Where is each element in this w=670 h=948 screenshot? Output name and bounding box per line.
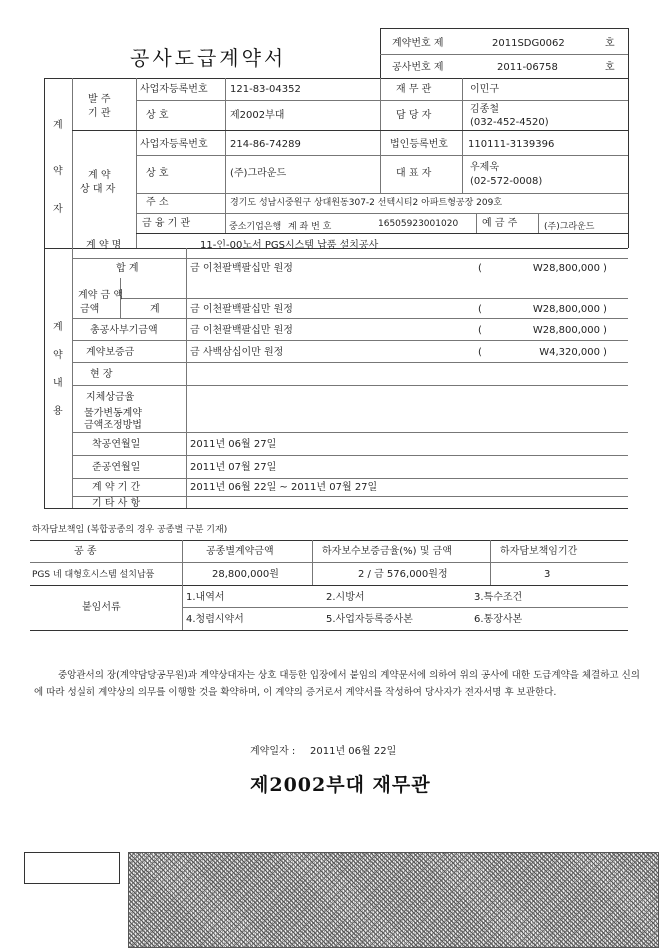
supplier-holder-label: 예 금 주 <box>482 218 518 229</box>
attachment-item-2: 2.시방서 <box>326 592 365 603</box>
contract-no-label: 계약번호 제 <box>392 38 444 49</box>
supplier-group-label-1: 계 약 <box>88 170 111 181</box>
side-contract-4: 용 <box>53 406 63 417</box>
contract-adjust-label-2: 금액조정방법 <box>84 420 142 431</box>
contract-no-divider <box>380 54 628 55</box>
side-contractor-1: 계 <box>53 120 63 131</box>
orderer-manager: 김종철 <box>470 104 499 115</box>
contract-period-label: 계 약 기 간 <box>92 482 141 493</box>
warranty-top <box>30 540 628 541</box>
supplier-bottom <box>136 233 628 234</box>
contract-period: 2011년 06월 22일 ~ 2011년 07월 27일 <box>190 482 378 493</box>
orderer-officer: 이민구 <box>470 84 499 95</box>
contract-date: 2011년 06월 22일 <box>310 746 397 757</box>
contract-finish: 2011년 07월 27일 <box>190 462 277 473</box>
warranty-row-period: 3 <box>544 569 551 580</box>
contract-total-amount: W28,800,000 <box>532 263 600 274</box>
orderer-group-label-1: 발 주 <box>88 94 111 105</box>
supplier-addr-label: 주 소 <box>146 197 169 208</box>
attachment-item-6: 6.통장사본 <box>474 614 523 625</box>
supplier-bank-label: 금 융 기 관 <box>142 218 191 229</box>
orderer-manager-phone: (032-452-4520) <box>470 117 549 128</box>
contract-row-1 <box>72 258 628 259</box>
contract-site-label: 현 장 <box>90 369 113 380</box>
contract-no-left-border <box>380 28 381 78</box>
party-col-sep-4 <box>380 78 381 193</box>
side-contractor-2: 약 <box>53 166 63 177</box>
contract-guarantee-label: 계약보증금 <box>86 347 135 358</box>
supplier-name-label: 상 호 <box>146 168 169 179</box>
supplier-biz-no: 214-86-74289 <box>230 139 301 150</box>
supplier-holder: (주)그라운드 <box>544 222 595 232</box>
orderer-bottom <box>72 130 628 131</box>
orderer-row-1 <box>136 100 628 101</box>
border-top-right <box>380 28 628 29</box>
attachment-item-3: 3.특수조건 <box>474 592 523 603</box>
contract-guarantee-open-paren: ( <box>478 347 482 358</box>
contract-col-sep <box>72 248 73 508</box>
supplier-addr: 경기도 성남시중원구 상대원동307-2 선텍시티2 아파트형공장 209호 <box>230 198 503 208</box>
bid-no-value: 2011-06758 <box>497 62 558 73</box>
contract-no-suffix: 호 <box>605 38 615 49</box>
contract-guarantee-text: 금 사백삼십이만 원정 <box>190 347 284 358</box>
contract-start: 2011년 06월 27일 <box>190 439 277 450</box>
attachment-item-4: 4.청렴시약서 <box>186 614 244 625</box>
contract-amount-label: 계 <box>150 304 160 315</box>
side-contractor-3: 자 <box>53 204 63 215</box>
contract-supply-close-paren: ) <box>603 325 607 336</box>
warranty-sep-1 <box>182 540 183 585</box>
contract-row-8 <box>72 455 628 456</box>
warranty-col-period: 하자담보책임기간 <box>500 546 578 557</box>
contract-total-close-paren: ) <box>603 263 607 274</box>
contract-row-3 <box>72 318 628 319</box>
supplier-account: 16505923001020 <box>378 219 459 229</box>
party-col-sep-2 <box>136 78 137 248</box>
attachments-label: 붙임서류 <box>82 602 121 613</box>
supplier-corp-no-label: 법인등록번호 <box>390 139 448 150</box>
stamp-box <box>24 852 120 884</box>
signature: 제2002부대 재무관 <box>250 774 431 796</box>
side-contract-1: 계 <box>53 322 63 333</box>
contract-total-text: 금 이천팔백팔십만 원정 <box>190 263 293 274</box>
contract-supply-amount: W28,800,000 <box>532 325 600 336</box>
party-col-sep-1 <box>72 78 73 248</box>
barcode-noise <box>128 852 659 948</box>
side-contract-3: 내 <box>53 378 63 389</box>
supplier-corp-no: 110111-3139396 <box>468 139 555 150</box>
attach-row <box>182 607 628 608</box>
supplier-account-label: 계 좌 번 호 <box>288 222 332 232</box>
contract-name-label: 계 약 명 <box>86 240 122 251</box>
amount-group-label-2: 금액 <box>80 304 100 315</box>
supplier-row-2 <box>136 193 628 194</box>
contract-row-5 <box>72 362 628 363</box>
supplier-row-3 <box>136 213 628 214</box>
contract-amount: W28,800,000 <box>532 304 600 315</box>
orderer-officer-label: 재 무 관 <box>396 84 432 95</box>
contract-amount-text: 금 이천팔백팔십만 원정 <box>190 304 293 315</box>
contract-guarantee-close-paren: ) <box>603 347 607 358</box>
amount-group-label-1: 계약 금 액 <box>78 290 123 301</box>
contract-total-label: 합 계 <box>116 263 139 274</box>
border-left <box>44 78 45 248</box>
warranty-row-amount: 28,800,000원 <box>212 569 279 580</box>
border-right <box>628 28 629 248</box>
contract-row-6 <box>72 385 628 386</box>
contract-amount-open-paren: ( <box>478 304 482 315</box>
contract-start-label: 착공연월일 <box>92 439 141 450</box>
attach-bottom <box>30 630 628 631</box>
supplier-row-1 <box>136 155 628 156</box>
attachment-item-1: 1.내역서 <box>186 592 225 603</box>
bank-sep-2 <box>538 213 539 233</box>
supplier-group-label-2: 상 대 자 <box>80 184 116 195</box>
supplier-name: (주)그라운드 <box>230 168 287 179</box>
orderer-name: 제2002부대 <box>230 110 285 121</box>
contract-delay-label: 지체상금율 <box>86 392 135 403</box>
contract-total-open-paren: ( <box>478 263 482 274</box>
warranty-row <box>30 562 628 563</box>
warranty-bottom <box>30 585 628 586</box>
supplier-bank: 중소기업은행 <box>229 222 282 232</box>
contract-guarantee-amount: W4,320,000 <box>539 347 600 358</box>
contract-statement: 중앙관서의 장(계약담당공무원)과 계약상대자는 상호 대등한 입장에서 붙임의 계약문서에 의하여 위의 공사에 대한 도급계약을 체결하고 신의에 따라 성실히 계약상의 의무를 이행할 것을 확약하며, 이 계약의 증거로서 계약서를 작성하여 당사자가 전자서명 후 보관한다. <box>34 670 640 698</box>
contract-supply-text: 금 이천팔백팔십만 원정 <box>190 325 293 336</box>
contract-row-4 <box>72 340 628 341</box>
orderer-name-label: 상 호 <box>146 110 169 121</box>
warranty-row-type: PGS 네 대형호시스템 설치납품 <box>32 570 155 580</box>
contract-left-border <box>44 233 45 508</box>
orderer-biz-no-label: 사업자등록번호 <box>140 84 208 95</box>
contract-adjust-label-1: 물가변동계약 <box>84 408 142 419</box>
contract-name: 11-인-00노서 PGS시스템 납품 설치공사 <box>200 240 379 251</box>
contract-row-2 <box>120 298 628 299</box>
supplier-rep: 우제욱 <box>470 162 499 173</box>
contract-date-label: 계약일자 : <box>250 746 296 757</box>
attachment-item-5: 5.사업자등록증사본 <box>326 614 413 625</box>
warranty-sep-3 <box>490 540 491 585</box>
side-contract-2: 약 <box>53 350 63 361</box>
orderer-group-label-2: 기 관 <box>88 108 111 119</box>
contract-row-7 <box>72 432 628 433</box>
supplier-biz-no-label: 사업자등록번호 <box>140 139 208 150</box>
contract-other-label: 기 타 사 항 <box>92 498 141 509</box>
warranty-col-rate: 하자보수보증금율(%) 및 금액 <box>322 546 452 557</box>
bank-sep-1 <box>476 213 477 233</box>
orderer-manager-label: 담 당 자 <box>396 110 432 121</box>
bid-no-label: 공사번호 제 <box>392 62 444 73</box>
party-col-sep-5 <box>462 78 463 193</box>
supplier-rep-label: 대 표 자 <box>396 168 432 179</box>
supplier-rep-phone: (02-572-0008) <box>470 176 543 187</box>
contract-supply-label: 총공사부기금액 <box>90 325 158 336</box>
warranty-row-rate: 2 / 금 576,000원정 <box>358 569 448 580</box>
warranty-col-type: 공 종 <box>74 546 97 557</box>
contract-supply-open-paren: ( <box>478 325 482 336</box>
contract-no-value: 2011SDG0062 <box>492 38 565 49</box>
warranty-sep-2 <box>312 540 313 585</box>
warranty-col-amount: 공종별계약금액 <box>206 546 274 557</box>
contract-row-9 <box>72 478 628 479</box>
contract-finish-label: 준공연월일 <box>92 462 141 473</box>
party-top-border <box>44 78 628 79</box>
contract-amount-close-paren: ) <box>603 304 607 315</box>
page-title: 공사도급계약서 <box>130 46 287 70</box>
contract-row-10 <box>72 496 628 497</box>
warranty-heading: 하자담보책임 (복합공종의 경우 공종별 구분 기재) <box>32 525 228 535</box>
contract-label-sep <box>186 248 187 508</box>
bid-no-suffix: 호 <box>605 62 615 73</box>
orderer-biz-no: 121-83-04352 <box>230 84 301 95</box>
